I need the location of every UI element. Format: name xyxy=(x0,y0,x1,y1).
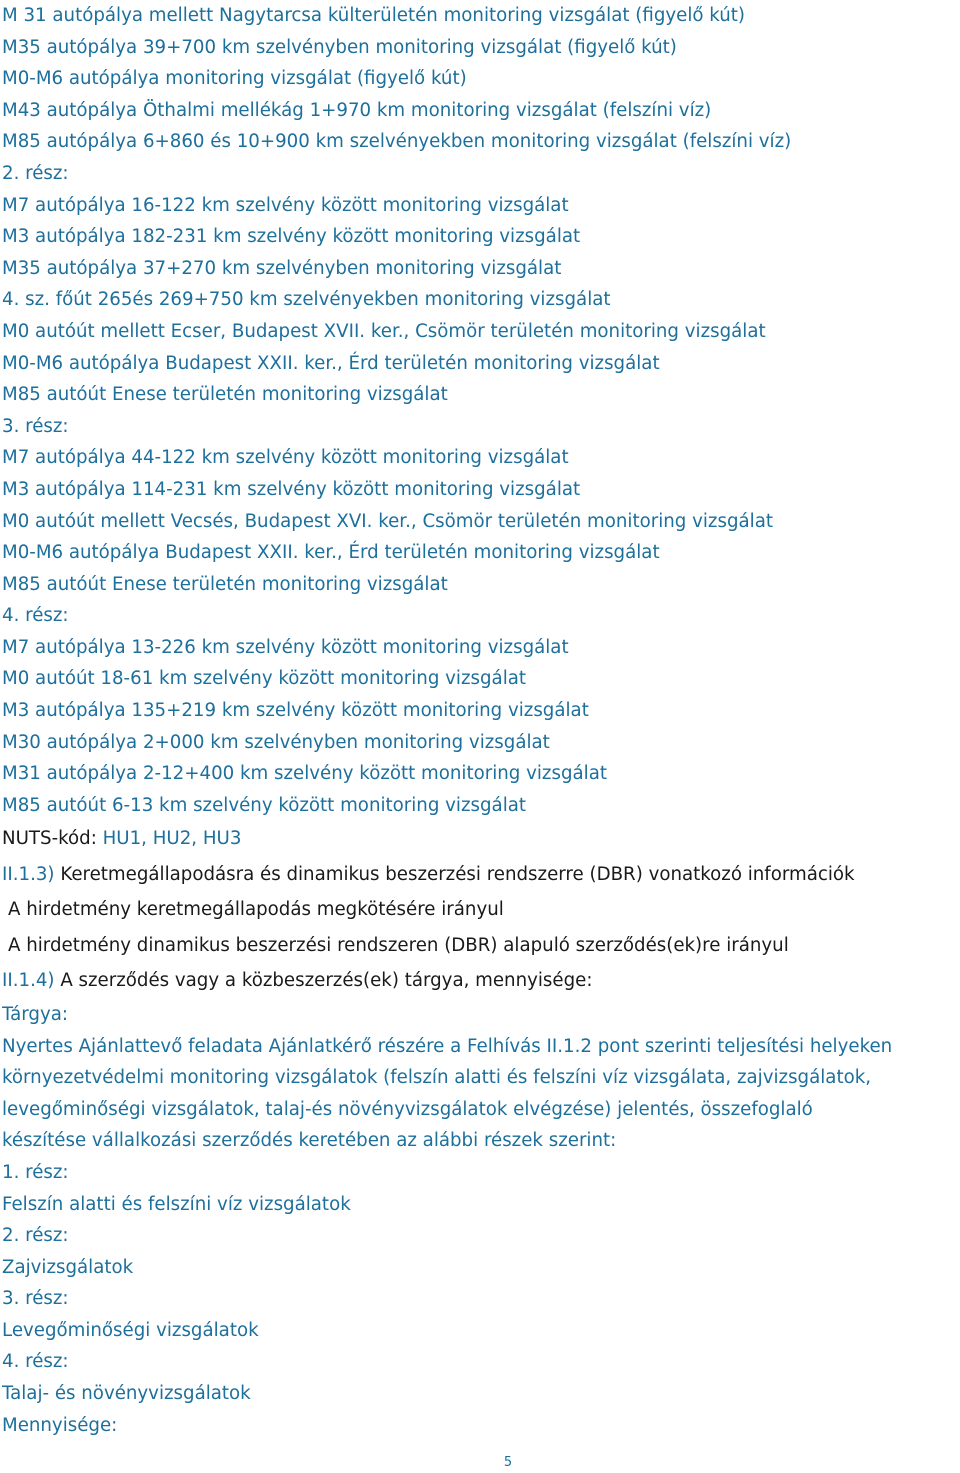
part-title: Zajvizsgálatok xyxy=(2,1256,134,1278)
text-line: Nyertes Ajánlattevő feladata Ajánlatkérő részére a Felhívás II.1.2 pont szerinti teljesítési helyeken xyxy=(2,1035,893,1057)
section-heading-ii13 xyxy=(2,857,952,893)
section-number: II.1.4) xyxy=(2,970,55,992)
dps-option: A hirdetmény dinamikus beszerzési rendszeren (DBR) alapuló szerződés(ek)re irányul xyxy=(8,934,789,956)
part-heading: 2. rész: xyxy=(2,162,69,184)
nuts-code-line xyxy=(2,821,952,857)
text-line: M85 autóút 6-13 km szelvény között monitoring vizsgálat xyxy=(2,794,527,816)
nuts-code-label: NUTS-kód: xyxy=(2,828,97,850)
section-title: Keretmegállapodásra és dinamikus beszerzési rendszerre (DBR) vonatkozó információk xyxy=(54,863,855,885)
text-line: M0 autóút 18-61 km szelvény között monitoring vizsgálat xyxy=(2,668,527,690)
text-line: M85 autóút Enese területén monitoring vizsgálat xyxy=(2,384,448,406)
text-line: M 31 autópálya mellett Nagytarcsa külterületén monitoring vizsgálat (figyelő kút) xyxy=(2,5,746,26)
part-title: Levegőminőségi vizsgálatok xyxy=(2,1319,259,1341)
page-number: 5 xyxy=(503,1455,513,1470)
part-title: Felszín alatti és felszíni víz vizsgálatok xyxy=(2,1193,351,1215)
text-line: M7 autópálya 44-122 km szelvény között monitoring vizsgálat xyxy=(2,447,569,469)
text-line: M3 autópálya 135+219 km szelvény között monitoring vizsgálat xyxy=(2,700,589,722)
text-line: M43 autópálya Öthalmi mellékág 1+970 km monitoring vizsgálat (felszíni víz) xyxy=(2,99,712,121)
part-heading: 3. rész: xyxy=(2,415,69,437)
text-line: M0-M6 autópálya Budapest XXII. ker., Érd területén monitoring vizsgálat xyxy=(2,542,660,564)
text-line: M85 autóút Enese területén monitoring vizsgálat xyxy=(2,573,448,595)
text-line: M3 autópálya 182-231 km szelvény között monitoring vizsgálat xyxy=(2,226,581,248)
text-line: levegőminőségi vizsgálatok, talaj-és növényvizsgálatok elvégzése) jelentés, összefoglaló xyxy=(2,1098,813,1120)
text-line: M7 autópálya 16-122 km szelvény között monitoring vizsgálat xyxy=(2,194,569,216)
part-heading: 2. rész: xyxy=(2,1225,69,1247)
section-number: II.1.3) xyxy=(2,863,55,885)
text-line: készítése vállalkozási szerződés keretében az alábbi részek szerint: xyxy=(2,1130,617,1152)
part-heading: 4. rész: xyxy=(2,1351,69,1373)
nuts-code-value: HU1, HU2, HU3 xyxy=(96,828,242,850)
text-line: M7 autópálya 13-226 km szelvény között monitoring vizsgálat xyxy=(2,636,569,658)
text-line: M3 autópálya 114-231 km szelvény között monitoring vizsgálat xyxy=(2,478,581,500)
text-line: M31 autópálya 2-12+400 km szelvény között monitoring vizsgálat xyxy=(2,763,607,785)
part-heading: 4. rész: xyxy=(2,605,69,627)
subject-label: Tárgya: xyxy=(2,1003,68,1025)
text-line: M0 autóút mellett Vecsés, Budapest XVI. ker., Csömör területén monitoring vizsgálat xyxy=(2,510,773,532)
text-line: M0-M6 autópálya Budapest XXII. ker., Érd területén monitoring vizsgálat xyxy=(2,352,660,374)
text-line: M30 autópálya 2+000 km szelvényben monitoring vizsgálat xyxy=(2,731,550,753)
part-heading: 1. rész: xyxy=(2,1161,69,1183)
text-line: M0 autóút mellett Ecser, Budapest XVII. ker., Csömör területén monitoring vizsgálat xyxy=(2,320,766,342)
text-line: M0-M6 autópálya monitoring vizsgálat (figyelő kút) xyxy=(2,68,467,90)
text-line: 4. sz. főút 265és 269+750 km szelvényekben monitoring vizsgálat xyxy=(2,289,611,311)
document-body xyxy=(2,0,952,1441)
part-heading: 3. rész: xyxy=(2,1288,69,1310)
text-line: környezetvédelmi monitoring vizsgálatok (felszín alatti és felszíni víz vizsgálata, zajvizsgálatok, xyxy=(2,1067,872,1089)
quantity-label: Mennyisége: xyxy=(2,1414,118,1436)
text-line: M85 autópálya 6+860 és 10+900 km szelvényekben monitoring vizsgálat (felszíni víz) xyxy=(2,131,792,153)
text-line: M35 autópálya 37+270 km szelvényben monitoring vizsgálat xyxy=(2,257,562,279)
section-heading-ii14 xyxy=(2,963,952,999)
section-title: A szerződés vagy a közbeszerzés(ek) tárgya, mennyisége: xyxy=(54,970,593,992)
text-line: M35 autópálya 39+700 km szelvényben monitoring vizsgálat (figyelő kút) xyxy=(2,36,677,58)
part-title: Talaj- és növényvizsgálatok xyxy=(2,1383,251,1405)
framework-agreement-option: A hirdetmény keretmegállapodás megkötésére irányul xyxy=(8,899,504,921)
